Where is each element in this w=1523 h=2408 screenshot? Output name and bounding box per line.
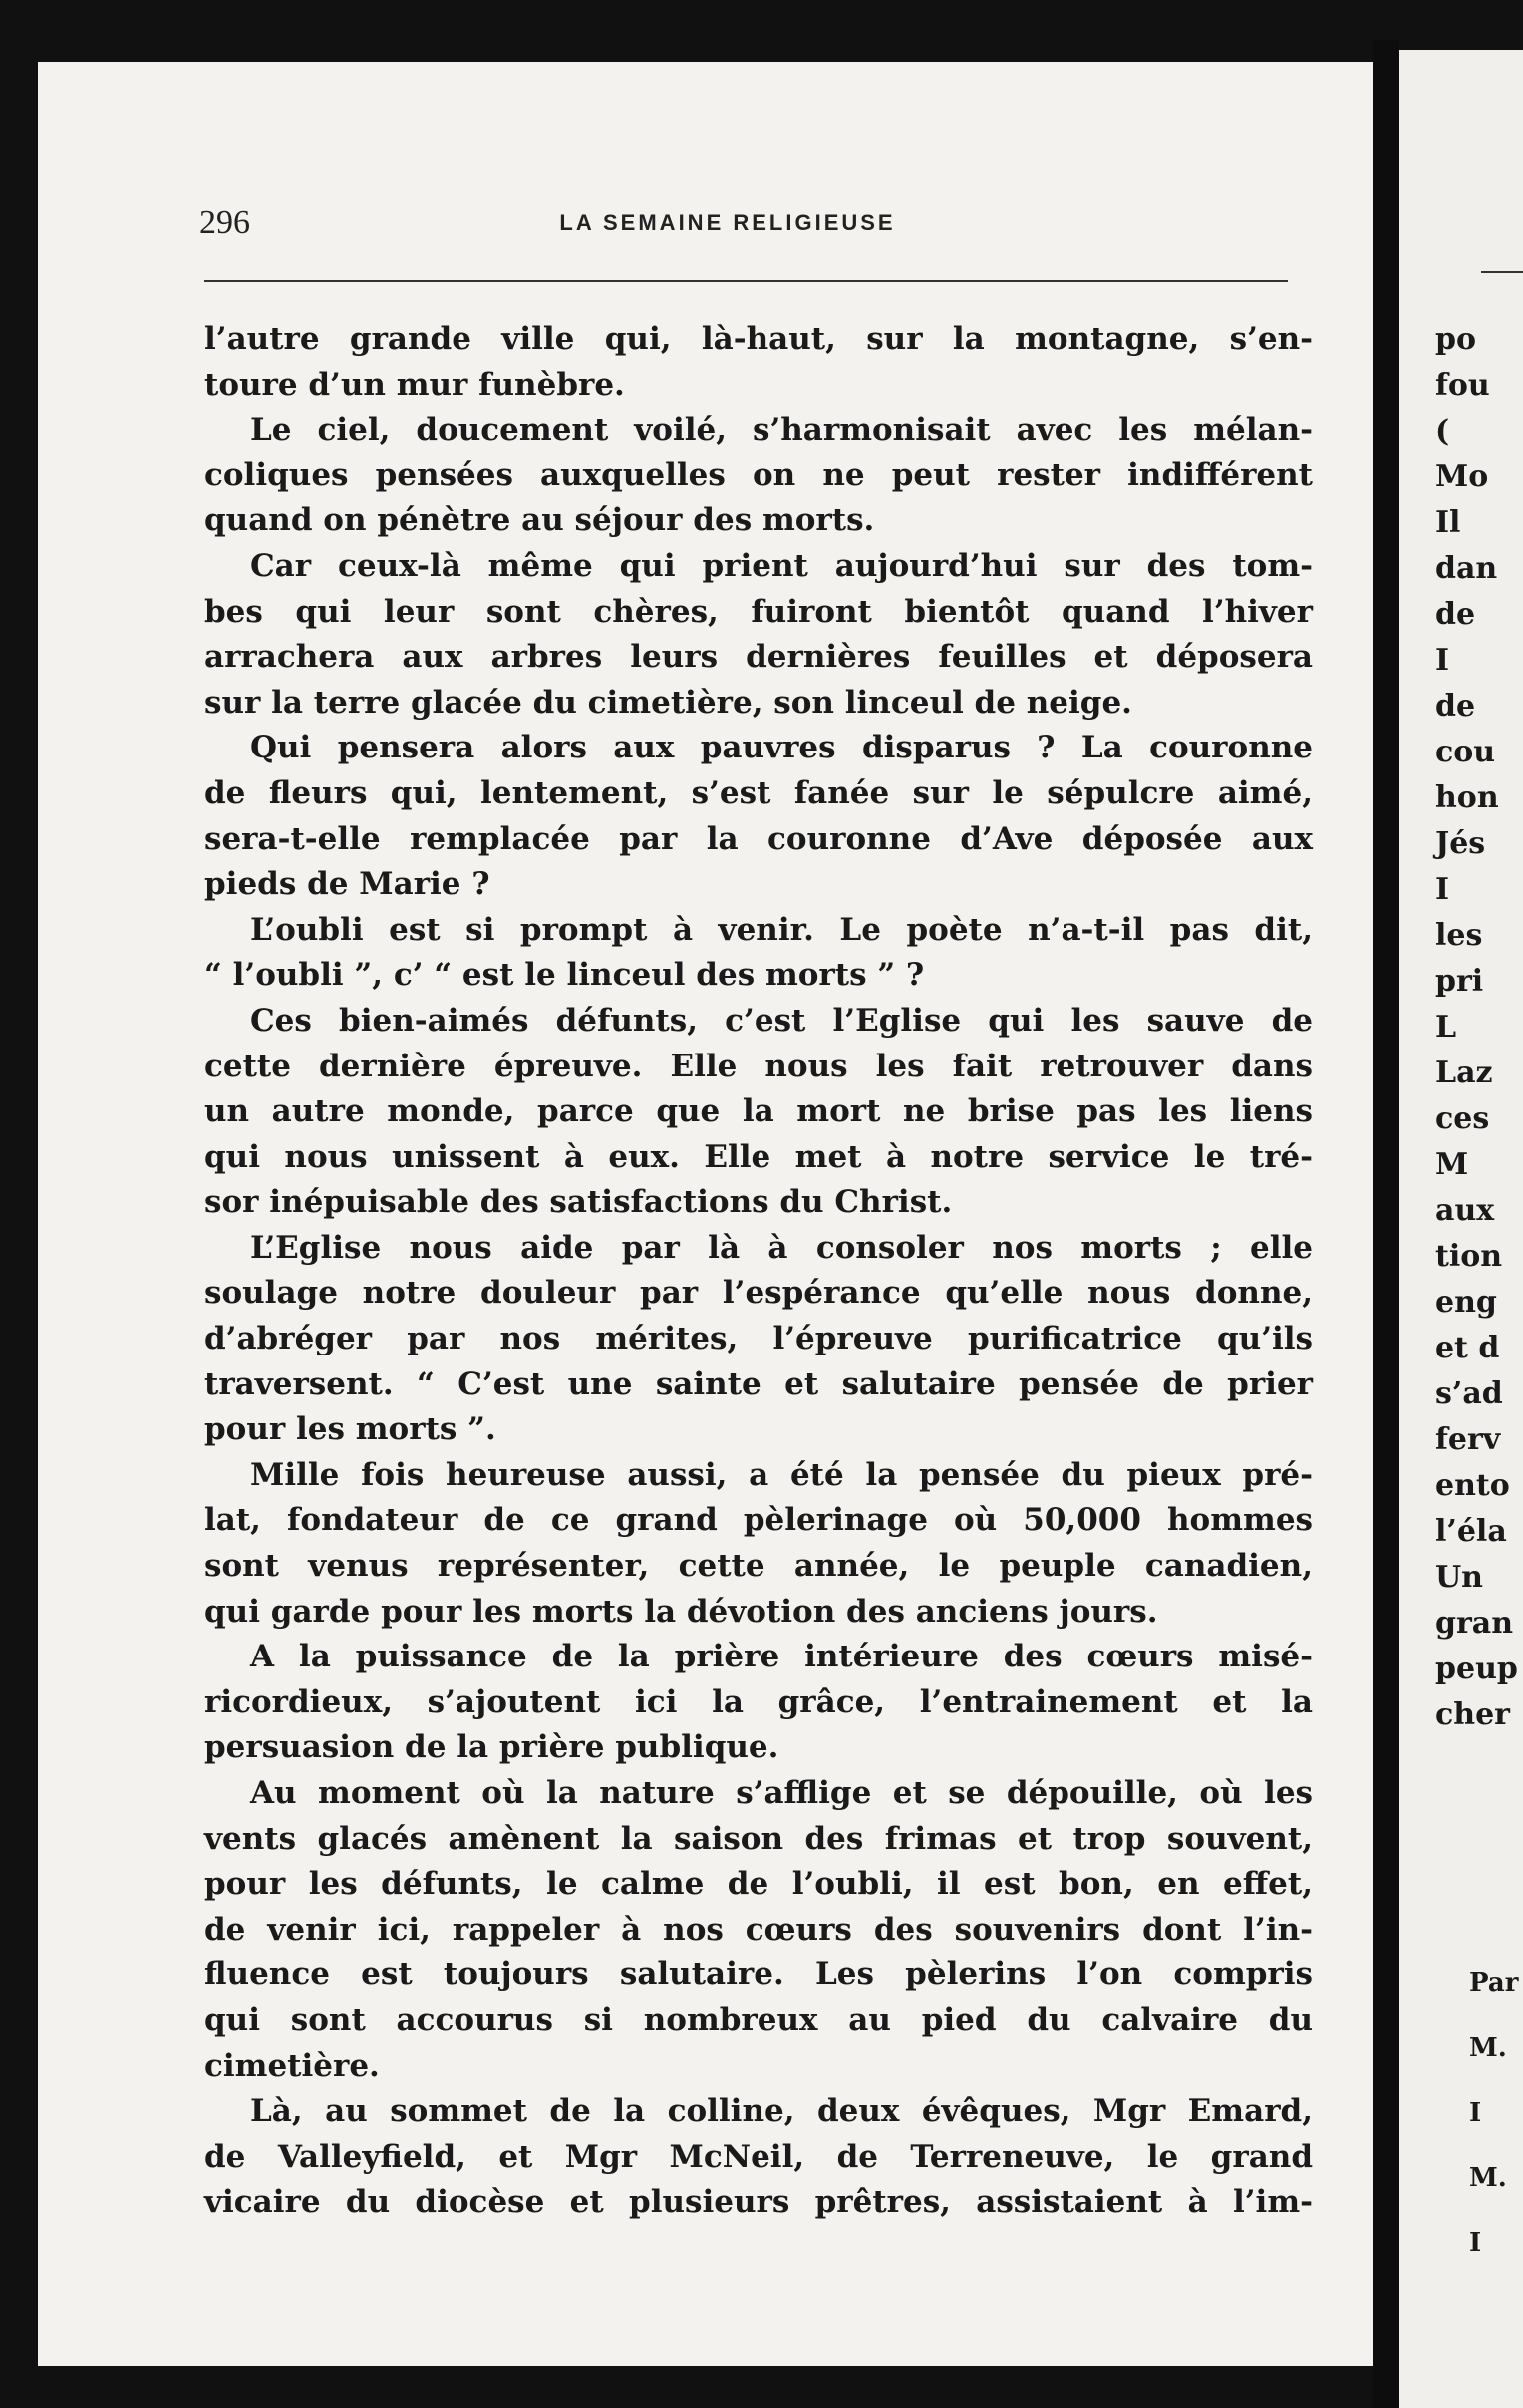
- text-line: qui nous unissent à eux. Elle met à notre service le tré-: [204, 1138, 1313, 1175]
- facing-page-fragment: Un: [1435, 1560, 1483, 1595]
- text-line: bes qui leur sont chères, fuiront bientôt quand l’hiver: [204, 593, 1313, 630]
- facing-page-fragment: de: [1435, 597, 1476, 632]
- facing-page-footer-line: M. I: [1469, 2163, 1507, 2258]
- facing-page-fragment: les: [1435, 918, 1483, 953]
- text-line: quand on pénètre au séjour des morts.: [204, 502, 875, 539]
- text-line: qui garde pour les morts la dévotion des anciens jours.: [204, 1593, 1158, 1630]
- facing-page-fragment: pri: [1435, 964, 1484, 999]
- facing-page-fragment: cou: [1435, 735, 1496, 769]
- text-line: arrachera aux arbres leurs dernières feuilles et déposera: [204, 639, 1313, 676]
- facing-page-fragment: ento: [1435, 1468, 1510, 1503]
- text-line: qui sont accourus si nombreux au pied du calvaire du: [204, 2001, 1313, 2038]
- text-line: traversent. “ C’est une sainte et salutaire pensée de prier: [204, 1365, 1313, 1402]
- text-line: d’abréger par nos mérites, l’épreuve purificatrice qu’ils: [204, 1321, 1313, 1357]
- text-line: Au moment où la nature s’afflige et se dépouille, où les: [250, 1775, 1313, 1811]
- facing-page-fragment: M: [1435, 1147, 1469, 1182]
- facing-page-fragment: Mo: [1435, 459, 1489, 494]
- text-line: Car ceux-là même qui prient aujourd’hui sur des tom-: [250, 547, 1313, 584]
- facing-page-fragment: Jés: [1435, 826, 1486, 861]
- facing-page-fragment: (: [1435, 414, 1450, 449]
- facing-page-fragment: fou: [1435, 368, 1490, 403]
- text-line: sera-t-elle remplacée par la couronne d’Ave déposée aux: [204, 820, 1313, 857]
- text-line: “ l’oubli ”, c’ “ est le linceul des morts ” ?: [204, 957, 925, 994]
- running-title: LA SEMAINE RELIGIEUSE: [559, 210, 896, 235]
- facing-page-fragment: Il: [1435, 505, 1461, 540]
- text-line: l’autre grande ville qui, là-haut, sur la montagne, s’en-: [204, 321, 1313, 357]
- text-line: coliques pensées auxquelles on ne peut rester indifférent: [204, 456, 1313, 493]
- text-line: Qui pensera alors aux pauvres disparus ? La couronne: [250, 730, 1313, 766]
- text-line: un autre monde, parce que la mort ne brise pas les liens: [204, 1093, 1313, 1130]
- text-line: L’Eglise nous aide par là à consoler nos morts ; elle: [250, 1229, 1313, 1266]
- body-text: [204, 317, 1313, 2226]
- text-line: pour les défunts, le calme de l’oubli, il est bon, en effet,: [204, 1866, 1313, 1903]
- facing-page-fragment: dan: [1435, 551, 1498, 586]
- text-line: de Valleyfield, et Mgr McNeil, de Terreneuve, le grand: [204, 2138, 1313, 2175]
- facing-page-fragment: I: [1435, 872, 1450, 907]
- facing-page-fragment: tion: [1435, 1239, 1503, 1274]
- text-line: sur la terre glacée du cimetière, son linceul de neige.: [204, 684, 1132, 721]
- text-line: de fleurs qui, lentement, s’est fanée sur le sépulcre aimé,: [204, 774, 1313, 811]
- text-line: fluence est toujours salutaire. Les pèlerins l’on compris: [204, 1956, 1313, 1993]
- facing-page-fragment: et d: [1435, 1331, 1500, 1365]
- facing-page-fragment: ferv: [1435, 1422, 1501, 1457]
- text-line: persuasion de la prière publique.: [204, 1729, 779, 1766]
- facing-page-fragment: eng: [1435, 1285, 1497, 1320]
- facing-page-fragment: s’ad: [1435, 1376, 1503, 1411]
- text-line: Le ciel, doucement voilé, s’harmonisait avec les mélan-: [250, 412, 1313, 449]
- facing-page-footer-line: Par: [1469, 1968, 1519, 1998]
- page-number: 296: [199, 204, 250, 241]
- text-line: Là, au sommet de la colline, deux évêques, Mgr Emard,: [250, 2093, 1313, 2130]
- facing-page-fragment: de: [1435, 689, 1476, 724]
- text-line: de venir ici, rappeler à nos cœurs des souvenirs dont l’in-: [204, 1911, 1313, 1948]
- text-line: sont venus représenter, cette année, le peuple canadien,: [204, 1548, 1313, 1585]
- header-rule: [204, 280, 1288, 282]
- text-line: Ces bien-aimés défunts, c’est l’Eglise qui les sauve de: [250, 1002, 1313, 1039]
- text-line: lat, fondateur de ce grand pèlerinage où 50,000 hommes: [204, 1502, 1313, 1539]
- facing-page-fragment: l’éla: [1435, 1514, 1507, 1549]
- page-header: [164, 145, 1291, 254]
- text-line: ricordieux, s’ajoutent ici la grâce, l’entrainement et la: [204, 1683, 1313, 1720]
- text-line: A la puissance de la prière intérieure des cœurs misé-: [250, 1639, 1313, 1675]
- text-line: pour les morts ”.: [204, 1411, 496, 1448]
- book-gutter: [1373, 40, 1399, 2408]
- facing-page-rule: [1481, 271, 1523, 273]
- text-line: cette dernière épreuve. Elle nous les fait retrouver dans: [204, 1048, 1313, 1084]
- text-line: Mille fois heureuse aussi, a été la pensée du pieux pré-: [250, 1456, 1313, 1493]
- text-line: vicaire du diocèse et plusieurs prêtres, assistaient à l’im-: [204, 2184, 1313, 2221]
- facing-page-fragment: ces: [1435, 1101, 1490, 1136]
- facing-page-fragment: I: [1435, 643, 1450, 678]
- text-line: L’oubli est si prompt à venir. Le poète n’a-t-il pas dit,: [250, 911, 1313, 948]
- facing-page-fragment: Laz: [1435, 1055, 1493, 1090]
- facing-page-fragment: po: [1435, 322, 1476, 357]
- text-line: pieds de Marie ?: [204, 866, 490, 903]
- facing-page-fragment: cher: [1435, 1697, 1510, 1732]
- facing-page-footer: [1469, 1952, 1523, 2275]
- text-line: cimetière.: [204, 2047, 380, 2084]
- text-line: soulage notre douleur par l’espérance qu’elle nous donne,: [204, 1275, 1313, 1312]
- facing-page-fragment: L: [1435, 1010, 1457, 1045]
- facing-page-fragment: peup: [1435, 1652, 1518, 1686]
- facing-page-fragment: gran: [1435, 1606, 1514, 1641]
- facing-page-footer-line: M. I: [1469, 2033, 1507, 2128]
- facing-page-fragment: hon: [1435, 780, 1499, 815]
- text-line: vents glacés amènent la saison des frimas et trop souvent,: [204, 1820, 1313, 1857]
- text-line: sor inépuisable des satisfactions du Christ.: [204, 1184, 953, 1221]
- facing-page-fragment: aux: [1435, 1193, 1495, 1228]
- text-line: toure d’un mur funèbre.: [204, 366, 625, 403]
